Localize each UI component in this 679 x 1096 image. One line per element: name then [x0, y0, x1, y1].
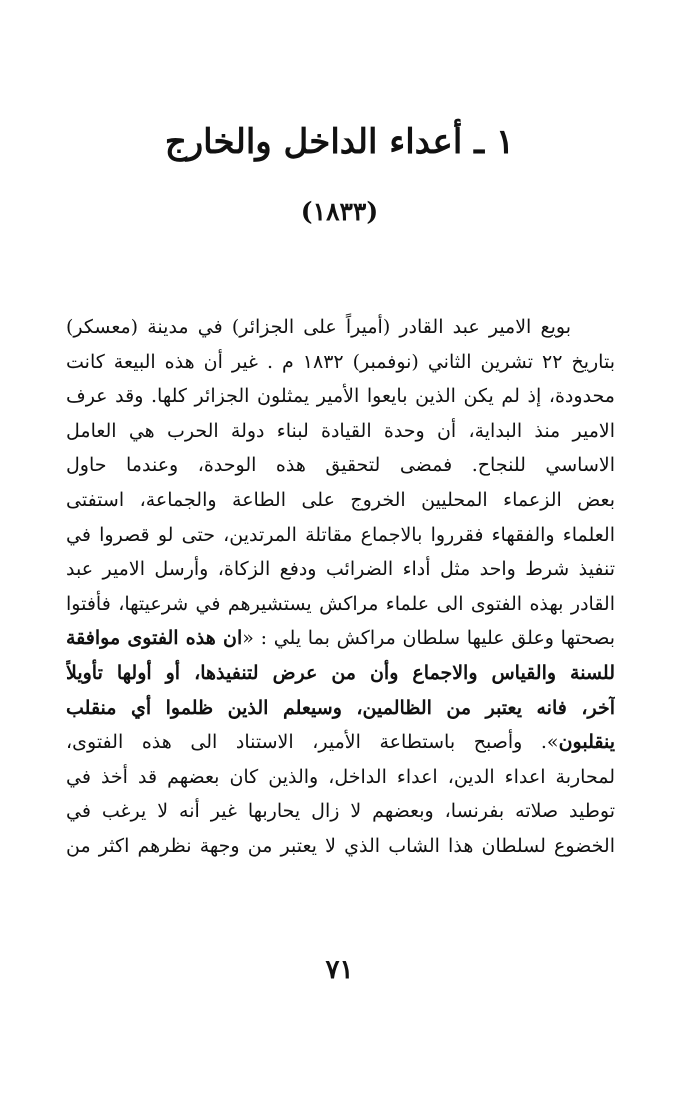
text-line: القادر بهذه الفتوى الى علماء مراكش يستشيرهم في شرعيتها، فأفتوا	[66, 592, 615, 615]
text-line: الخضوع لسلطان هذا الشاب الذي لا يعتبر من وجهة نظرهم اكثر من	[66, 834, 615, 857]
body-text	[66, 310, 615, 864]
quote-bold-span: ان هذه الفتوى موافقة	[66, 627, 243, 650]
quote-text-line: آخر، فانه يعتبر من الظالمين، وسيعلم الذين ظلموا أي منقلب	[66, 696, 615, 719]
text-line: الامير منذ البداية، أن وحدة القيادة لبناء دولة الحرب هي العامل	[66, 419, 615, 442]
text-line: لمحاربة اعداء الدين، اعداء الداخل، والذين كان بعضهم قد أخذ في	[66, 765, 615, 788]
text-line: العلماء والفقهاء فقرروا بالاجماع مقاتلة المرتدين، حتى لو قصروا في	[66, 523, 615, 546]
text-line: تنفيذ شرط واحد مثل أداء الضرائب ودفع الزكاة، وأرسل الامير عبد	[66, 558, 615, 581]
text-line: بويع الامير عبد القادر (أميراً على الجزائر) في مدينة (معسكر)	[66, 316, 571, 338]
text-line: بعض الزعماء المحليين الخروج على الطاعة والجماعة، استفتى	[66, 488, 615, 511]
text-span: بصحتها وعلق عليها سلطان مراكش بما يلي : «	[242, 627, 615, 650]
chapter-year: (١٨٣٣)	[300, 197, 379, 226]
text-line: بتاريخ ٢٢ تشرين الثاني (نوفمبر) ١٨٣٢ م . غير أن هذه البيعة كانت	[66, 350, 615, 373]
text-line	[66, 621, 615, 656]
page-number: ٧١	[325, 955, 354, 985]
text-line: توطيد صلاته بفرنسا، وبعضهم لا زال يحاربها غير أنه لا يرغب في	[66, 800, 615, 823]
text-line: الاساسي للنجاح. فمضى لتحقيق هذه الوحدة، وعندما حاول	[66, 454, 615, 477]
text-span: ». وأصبح باستطاعة الأمير، الاستناد الى هذه الفتوى،	[66, 731, 559, 754]
quote-text-line: للسنة والقياس والاجماع وأن من عرض لتنفيذها، أو أولها تأويلاً	[66, 661, 615, 684]
text-line	[66, 725, 615, 760]
text-line: محدودة، إذ لم يكن الذين بايعوا الأمير يمثلون الجزائر كلها. وقد عرف	[66, 385, 615, 408]
quote-bold-span: ينقلبون	[558, 731, 615, 754]
chapter-title: ١ ـ أعداء الداخل والخارج	[164, 122, 515, 162]
